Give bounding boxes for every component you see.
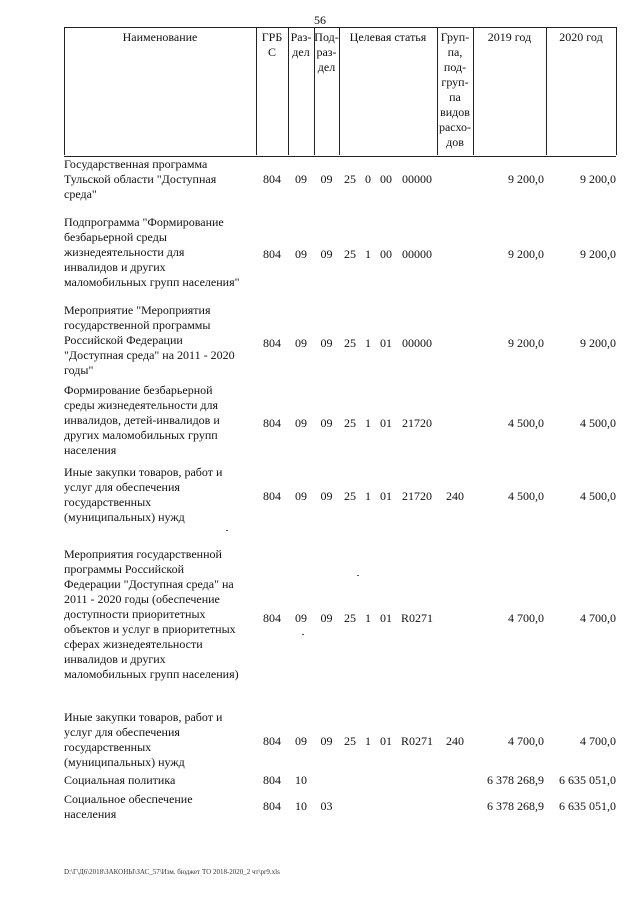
header-target: Целевая статья (349, 30, 427, 44)
cell-podrazdel: 09 (320, 734, 333, 748)
cell-target-program: 25 (344, 416, 356, 430)
cell-razdel: 09 (295, 489, 307, 503)
cell-target-direction: R0271 (400, 611, 433, 625)
cell-razdel: 09 (295, 247, 307, 261)
row-name: Мероприятия государственной программы Российской Федерации "Доступная среда" на 2011 - 2020 годы (обеспечение доступности приоритетных объектов и услуг в приоритетных сферах жизнедеятельности инвалидов и других маломобильных групп населения) (64, 547, 239, 681)
cell-2019: 4 700,0 (508, 734, 544, 748)
header-name: Наименование (122, 30, 198, 44)
grid-line (546, 27, 547, 155)
cell-target-subprogram: 1 (365, 611, 371, 625)
cell-target-program: 25 (344, 611, 356, 625)
cell-2020: 4 700,0 (580, 611, 616, 625)
cell-target-direction: 00000 (402, 172, 432, 186)
cell-target-program: 25 (344, 172, 356, 186)
cell-razdel: 09 (295, 416, 307, 430)
cell-target-direction: 00000 (402, 247, 432, 261)
header-razdel: Раз- дел (290, 30, 312, 59)
cell-target-program: 25 (344, 247, 356, 261)
grid-line (616, 27, 617, 155)
cell-2019: 9 200,0 (508, 247, 544, 261)
header-podrazdel: Под- раз- дел (314, 30, 339, 74)
cell-razdel: 10 (295, 799, 307, 813)
grid-line (473, 27, 474, 155)
cell-target-event: 00 (380, 247, 392, 261)
cell-target-subprogram: 1 (365, 489, 371, 503)
cell-group: 240 (446, 734, 464, 748)
row-name: Иные закупки товаров, работ и услуг для обеспечения государственных (муниципальных) нужд (64, 710, 223, 769)
scan-speck (302, 634, 304, 635)
cell-target-event: 00 (380, 172, 392, 186)
cell-2019: 4 700,0 (508, 611, 544, 625)
cell-2020: 9 200,0 (580, 172, 616, 186)
cell-grbs: 804 (263, 799, 281, 813)
cell-podrazdel: 09 (320, 172, 333, 186)
row-name: Социальное обеспечение населения (64, 792, 193, 821)
row-name: Мероприятие "Мероприятия государственной программы Российской Федерации "Доступная среда" на 2011 - 2020 годы" (64, 303, 235, 377)
table-header (64, 27, 616, 157)
cell-razdel: 09 (295, 172, 307, 186)
cell-2019: 4 500,0 (508, 416, 544, 430)
cell-target-subprogram: 1 (365, 416, 371, 430)
cell-target-program: 25 (344, 489, 356, 503)
grid-line (339, 27, 340, 155)
cell-grbs: 804 (263, 172, 281, 186)
cell-target-event: 01 (380, 336, 392, 350)
file-path-footer: D:\Г\Д6\2018\ЗАКОНЫ\ЗАС_57\Изм. бюджет ТО 2018-2020_2 чт\pr9.xls (64, 868, 280, 876)
scan-speck (226, 530, 228, 531)
cell-target-event: 01 (380, 489, 392, 503)
cell-podrazdel: 09 (320, 336, 333, 350)
cell-target-program: 25 (344, 336, 356, 350)
row-name: Государственная программа Тульской области "Доступная среда" (64, 157, 217, 201)
header-group: Груп- па, под- груп- па видов расхо- дов (438, 30, 472, 149)
header-2019: 2019 год (487, 30, 532, 44)
cell-podrazdel: 09 (320, 611, 333, 625)
cell-2020: 9 200,0 (580, 247, 616, 261)
cell-2020: 4 700,0 (580, 734, 616, 748)
cell-grbs: 804 (263, 336, 281, 350)
cell-target-program: 25 (344, 734, 356, 748)
grid-line (64, 27, 65, 155)
cell-razdel: 09 (295, 336, 307, 350)
cell-2020: 4 500,0 (580, 489, 616, 503)
cell-2020: 6 635 051,0 (559, 799, 616, 813)
cell-razdel: 10 (295, 773, 307, 787)
cell-2019: 4 500,0 (508, 489, 544, 503)
cell-target-direction: 21720 (402, 489, 432, 503)
cell-razdel: 09 (295, 611, 307, 625)
cell-2020: 9 200,0 (580, 336, 616, 350)
row-name: Социальная политика (64, 773, 176, 787)
cell-target-subprogram: 1 (365, 734, 371, 748)
cell-target-direction: R0271 (400, 734, 433, 748)
cell-razdel: 09 (295, 734, 307, 748)
cell-2019: 6 378 268,9 (487, 799, 544, 813)
row-name: Подпрограмма "Формирование безбарьерной среды жизнедеятельности для инвалидов и других маломобильных групп населения" (64, 215, 240, 289)
cell-2020: 4 500,0 (580, 416, 616, 430)
cell-2019: 9 200,0 (508, 336, 544, 350)
cell-2020: 6 635 051,0 (559, 773, 616, 787)
cell-podrazdel: 09 (320, 416, 333, 430)
header-grbs: ГРБ С (261, 30, 283, 59)
cell-grbs: 804 (263, 416, 281, 430)
cell-target-subprogram: 0 (365, 172, 371, 186)
cell-grbs: 804 (263, 611, 281, 625)
cell-grbs: 804 (263, 489, 281, 503)
scan-speck (357, 575, 359, 576)
cell-2019: 9 200,0 (508, 172, 544, 186)
cell-target-event: 01 (380, 611, 392, 625)
cell-podrazdel: 09 (320, 489, 333, 503)
cell-target-direction: 00000 (402, 336, 432, 350)
cell-target-event: 01 (380, 734, 392, 748)
cell-podrazdel: 03 (320, 799, 333, 813)
cell-target-direction: 21720 (402, 416, 432, 430)
cell-group: 240 (446, 489, 464, 503)
cell-target-subprogram: 1 (365, 336, 371, 350)
cell-grbs: 804 (263, 247, 281, 261)
header-2020: 2020 год (559, 30, 603, 44)
cell-podrazdel: 09 (320, 247, 333, 261)
row-name: Формирование безбарьерной среды жизнедеятельности для инвалидов, детей-инвалидов и других маломобильных групп населения (64, 383, 220, 457)
cell-grbs: 804 (263, 734, 281, 748)
cell-target-event: 01 (380, 416, 392, 430)
cell-grbs: 804 (263, 773, 281, 787)
cell-2019: 6 378 268,9 (487, 773, 544, 787)
row-name: Иные закупки товаров, работ и услуг для обеспечения государственных (муниципальных) нужд (64, 465, 223, 524)
cell-target-subprogram: 1 (365, 247, 371, 261)
page-number: 56 (314, 13, 326, 27)
